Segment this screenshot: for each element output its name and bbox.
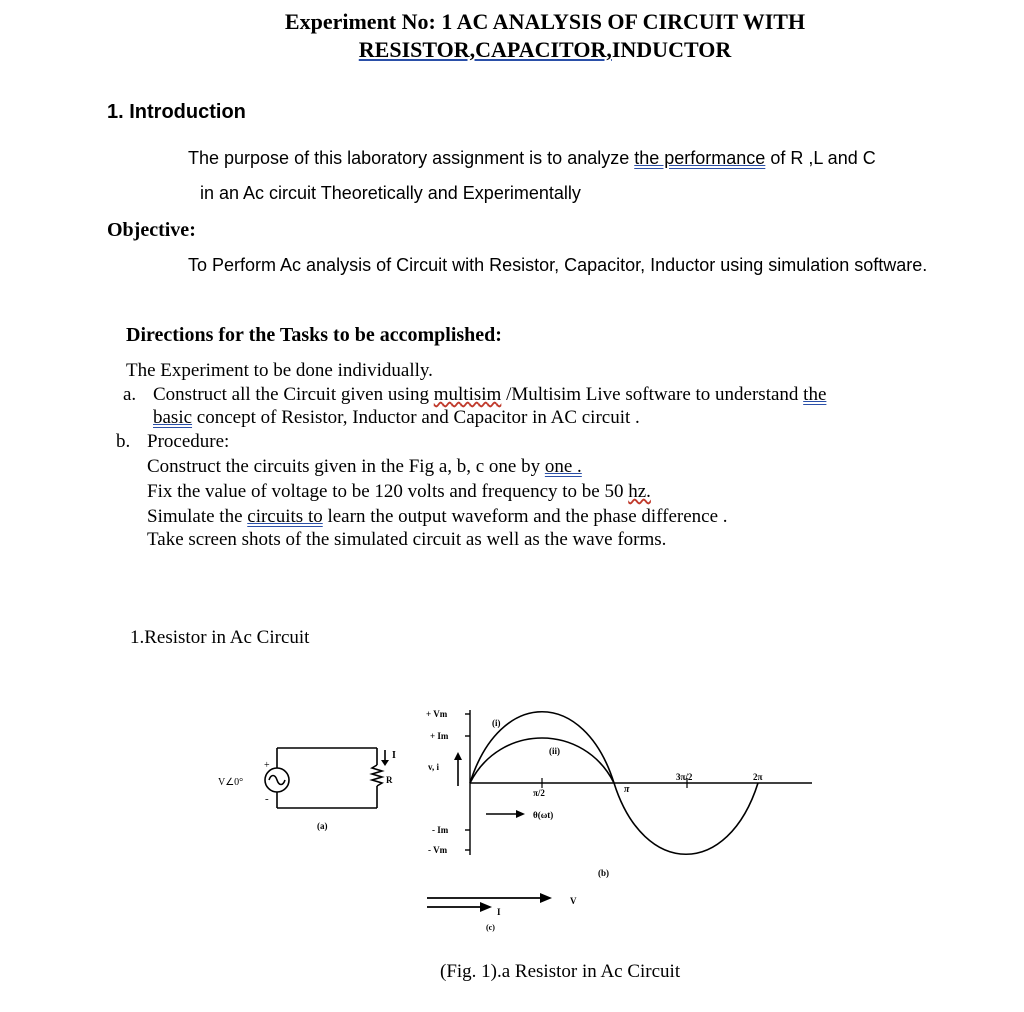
current-curve [470,738,614,783]
proc1-link-one: one . [544,456,582,477]
objective-text: To Perform Ac analysis of Circuit with Resistor, Capacitor, Inductor using simulation software. [188,255,928,275]
axis-label-vi: v, i [428,762,440,772]
procedure-step-2 [147,481,651,503]
item-a-text-1: Construct all the Circuit given using [153,384,434,405]
item-a-line-2 [153,407,640,429]
introduction-line-1 [188,148,876,169]
proc3-text-a: Simulate the [147,506,248,527]
intro-text-b: of R ,L and C [765,148,876,168]
item-a-text-2: /Multisim Live software to understand [501,384,804,405]
intro-text-a: The purpose of this laboratory assignment is to analyze [188,148,635,168]
label-pos-im: + Im [430,731,449,741]
label-neg-vm: - Vm [428,845,448,855]
item-a-link-basic: basic [153,407,193,428]
voltage-phasor-head [540,893,552,903]
proc3-text-b: learn the output waveform and the phase difference . [322,506,728,527]
label-neg-im: - Im [432,825,449,835]
proc2-text: Fix the value of voltage to be 120 volts and frequency to be 50 [147,481,629,502]
source-minus: - [265,793,269,805]
directions-heading: Directions for the Tasks to be accomplished: [126,324,502,346]
label-pos-vm: + Vm [426,709,448,719]
phasor-diagram [427,893,577,932]
item-a-line-1 [153,384,826,406]
section-heading: 1.Resistor in Ac Circuit [130,627,310,648]
introduction-line-2: in an Ac circuit Theoretically and Experimentally [200,183,581,203]
item-b-marker: b. [116,431,131,452]
procedure-step-1 [147,456,582,478]
item-a-multisim: multisim [433,384,502,405]
tick-label-2pi: 2π [753,772,763,782]
introduction-heading: 1. Introduction [107,101,246,123]
phasor-v-label: V [570,896,577,906]
title-line-1: Experiment No: 1 AC ANALYSIS OF CIRCUIT WITH [284,9,806,34]
waveform-plot [426,709,812,878]
directions-intro: The Experiment to be done individually. [126,360,433,381]
item-a-link-the: the [803,384,827,405]
current-phasor-head [480,902,492,912]
tick-label-3pi-half: 3π/2 [676,772,693,782]
resistor-label: R [386,775,393,785]
item-a-marker: a. [123,384,137,405]
objective-heading: Objective: [107,219,196,241]
waveform-caption: (b) [598,868,609,878]
source-plus: + [264,760,270,771]
item-a-text-3: concept of Resistor, Inductor and Capacitor in AC circuit . [192,407,640,428]
intro-link-performance: the performance [634,148,766,168]
axis-up-arrow-head [454,752,462,760]
tick-label-pi-half: π/2 [533,788,545,798]
resistor-ac-figure [200,690,820,940]
curve-label-i: (i) [492,718,501,728]
phasor-caption: (c) [486,923,495,932]
proc3-link-circuits: circuits to [247,506,323,527]
tick-label-pi: π [624,784,630,795]
ac-source-wave [269,776,285,785]
current-arrow-head [381,760,389,766]
procedure-step-3 [147,506,728,528]
circuit-caption: (a) [317,821,328,831]
theta-label: θ(ωt) [533,810,554,820]
theta-arrow-head [516,810,525,818]
circuit-diagram [265,748,385,808]
curve-label-ii: (ii) [549,746,560,756]
item-b-title: Procedure: [147,431,230,452]
proc1-text: Construct the circuits given in the Fig a, b, c one by [147,456,545,477]
procedure-step-4: Take screen shots of the simulated circuit as well as the wave forms. [147,529,667,550]
phasor-i-label: I [497,907,501,917]
title-underlined: RESISTOR,CAPACITOR, [358,37,612,62]
source-label: V∠0° [218,777,244,788]
title-rest: INDUCTOR [611,37,732,62]
proc2-hz: hz. [628,481,651,502]
current-label: I [392,750,396,761]
page-subtitle [0,37,1024,63]
figure-caption: (Fig. 1).a Resistor in Ac Circuit [440,961,681,982]
resistor-symbol [372,765,382,786]
page-title [0,9,1024,35]
